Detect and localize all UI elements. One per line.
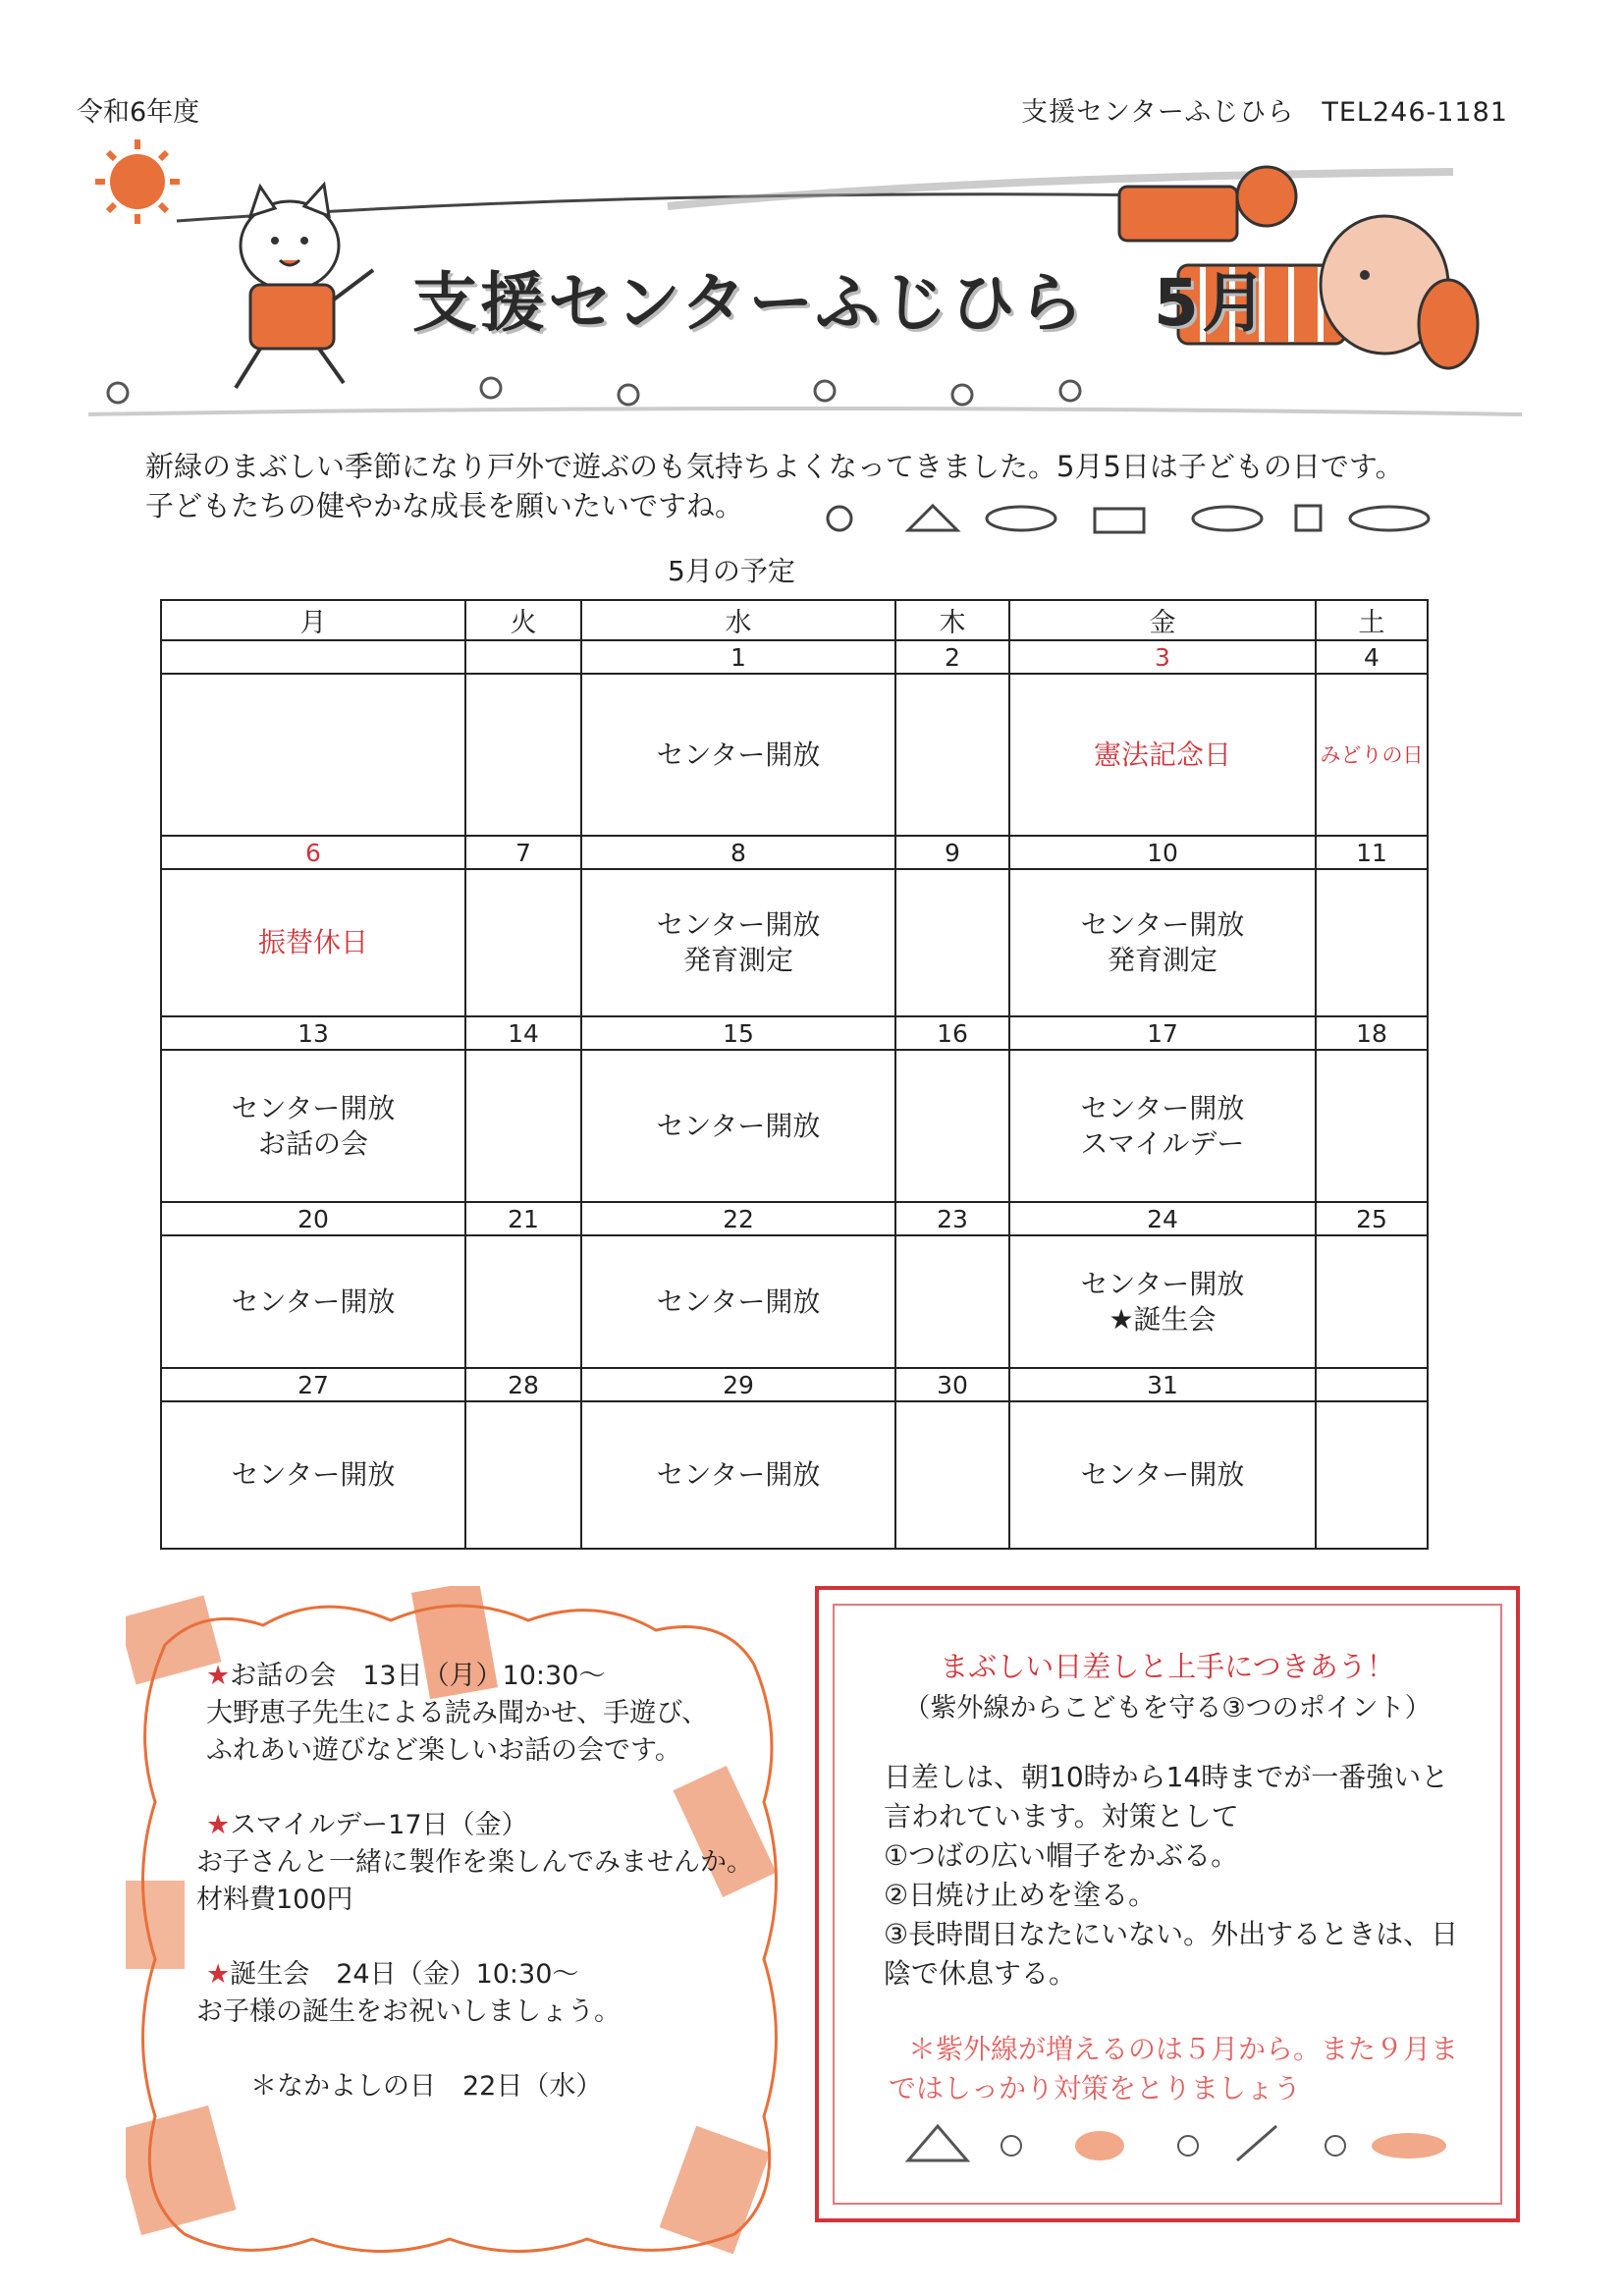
event-cell (581, 674, 895, 836)
weekday-tue: 火 (465, 600, 581, 640)
event-cell (1009, 869, 1316, 1016)
date-cell: 14 (465, 1016, 581, 1050)
event-row (161, 869, 1428, 1016)
event-cell (161, 1401, 465, 1549)
event-title: スマイルデー17日（金） (230, 1810, 528, 1840)
date-row (161, 640, 1428, 674)
event-label: センター開放 (656, 1458, 821, 1491)
date-cell: 2 (895, 640, 1009, 674)
event-label: 振替休日 (257, 926, 368, 958)
date-cell: 11 (1316, 836, 1428, 869)
decoration-row (815, 491, 1443, 540)
date-cell: 16 (895, 1016, 1009, 1050)
event-cell (465, 1401, 581, 1549)
event-cell (465, 1050, 581, 1202)
schedule-calendar (160, 599, 1429, 1550)
uv-body-line: ①つばの広い帽子をかぶる。 (884, 1839, 1239, 1872)
star-icon: ★ (206, 1661, 231, 1691)
koinobori-icon (126, 1881, 185, 1969)
star-icon: ★ (206, 1810, 231, 1840)
uv-body-line: 日差しは、朝10時から14時までが一番強いと (884, 1761, 1449, 1793)
event-label: センター開放 (1080, 1091, 1245, 1124)
event-cell (1009, 1401, 1316, 1549)
date-cell: 18 (1316, 1016, 1428, 1050)
carp-icon (1350, 507, 1429, 530)
uv-body-line: 言われています。対策として (884, 1800, 1239, 1832)
event-label: センター開放 (231, 1458, 396, 1491)
event-label: センター開放 (1080, 1267, 1245, 1300)
event-cell (161, 674, 465, 836)
date-cell: 27 (161, 1368, 465, 1401)
event-cell (581, 1235, 895, 1368)
cat-illustration (236, 185, 373, 388)
event-item-smileday (196, 1807, 795, 1919)
koinobori-icon (126, 2105, 237, 2235)
date-row (161, 836, 1428, 869)
star-icon: ★ (206, 1959, 231, 1990)
event-cell (161, 1235, 465, 1368)
carp-icon (1372, 2133, 1446, 2159)
event-label: センター開放 (1080, 1458, 1245, 1491)
date-cell (1316, 1368, 1428, 1401)
date-cell: 21 (465, 1202, 581, 1235)
uv-note-line: ＊紫外線が増えるのは５月から。また９月ま (908, 2033, 1459, 2065)
intro-line-2: 子どもたちの健やかな成長を願いたいですね。 (145, 489, 744, 522)
event-cell (1316, 1050, 1428, 1202)
center-contact: 支援センターふじひら TEL246-1181 (1021, 97, 1508, 128)
flower-icon (1325, 2136, 1345, 2156)
event-label: センター開放 (231, 1285, 396, 1318)
date-cell: 22 (581, 1202, 895, 1235)
carp-icon (1193, 507, 1262, 530)
uv-body (884, 1758, 1483, 1994)
carp-icon (987, 507, 1055, 530)
intro-line-1: 新緑のまぶしい季節になり戸外で遊ぶのも気持ちよくなってきました。5月5日は子どもの日です。 (145, 450, 1404, 483)
event-label: センター開放 (1080, 908, 1245, 941)
mochi-icon (1075, 2131, 1124, 2160)
date-cell: 8 (581, 836, 895, 869)
uv-note (889, 2030, 1488, 2108)
date-cell: 25 (1316, 1202, 1428, 1235)
date-cell: 30 (895, 1368, 1009, 1401)
event-desc: お子さんと一緒に製作を楽しんでみませんか。 (196, 1847, 753, 1878)
event-cell (895, 674, 1009, 836)
event-title: お話の会 13日（月）10:30～ (230, 1661, 606, 1691)
kabuto-icon (908, 506, 957, 530)
date-cell: 24 (1009, 1202, 1316, 1235)
date-cell: 7 (465, 836, 581, 869)
date-row (161, 1202, 1428, 1235)
uv-title: まぶしい日差しと上手につきあう！ (940, 1650, 1395, 1683)
uv-body-line: ②日焼け止めを塗る。 (884, 1879, 1157, 1911)
event-row (161, 674, 1428, 836)
event-label: 発育測定 (1107, 944, 1217, 976)
event-cell (895, 1235, 1009, 1368)
kabuto-icon (908, 2126, 967, 2160)
event-title: 誕生会 24日（金）10:30～ (230, 1959, 579, 1990)
event-label: センター開放 (656, 1109, 821, 1142)
event-label: お話の会 (257, 1126, 368, 1160)
weekday-header-row (161, 600, 1428, 640)
event-cell (465, 869, 581, 1016)
uv-body-line: ③長時間日なたにいない。外出するときは、日 (884, 1918, 1459, 1950)
events-panel (196, 1658, 795, 2105)
date-cell: 1 (581, 640, 895, 674)
weekday-fri: 金 (1009, 600, 1316, 640)
event-cell (895, 869, 1009, 1016)
event-row (161, 1235, 1428, 1368)
event-cell (1316, 1401, 1428, 1549)
event-cell (581, 1050, 895, 1202)
event-cell-holiday (1316, 674, 1428, 836)
event-desc: お子様の誕生をお祝いしましょう。 (196, 1996, 621, 2027)
weekday-mon: 月 (161, 600, 465, 640)
cake-icon (1095, 509, 1144, 532)
schedule-title: 5月の予定 (668, 555, 795, 587)
event-cell (581, 869, 895, 1016)
date-cell: 17 (1009, 1016, 1316, 1050)
date-row (161, 1368, 1428, 1401)
event-cell (1009, 1050, 1316, 1202)
event-item-birthday (196, 1956, 795, 2031)
flower-icon (1001, 2136, 1021, 2156)
event-label: みどりの日 (1320, 742, 1424, 767)
date-cell: 13 (161, 1016, 465, 1050)
event-label: センター開放 (231, 1091, 396, 1124)
date-cell: 15 (581, 1016, 895, 1050)
event-row (161, 1050, 1428, 1202)
date-cell (465, 640, 581, 674)
uv-note-line: ではしっかり対策をとりましょう (889, 2072, 1302, 2105)
date-cell (161, 640, 465, 674)
event-label: ★誕生会 (1109, 1302, 1217, 1336)
event-label: 発育測定 (682, 944, 793, 976)
flower-icon (828, 507, 851, 530)
event-cell (465, 1235, 581, 1368)
uv-subtitle: （紫外線からこどもを守る③つのポイント） (903, 1693, 1432, 1723)
banner-title: 支援センターふじひら 5月 (412, 265, 1270, 341)
event-cell-holiday (1009, 674, 1316, 836)
event-cell (1009, 1235, 1316, 1368)
event-label: スマイルデー (1080, 1126, 1245, 1160)
event-desc: ふれあい遊びなど楽しいお話の会です。 (206, 1735, 681, 1766)
date-cell-holiday: 6 (161, 836, 465, 869)
arrow-icon (1237, 2126, 1276, 2160)
date-cell: 31 (1009, 1368, 1316, 1401)
event-cell (895, 1050, 1009, 1202)
date-cell: 28 (465, 1368, 581, 1401)
gift-icon (1296, 506, 1321, 530)
date-cell: 23 (895, 1202, 1009, 1235)
event-row (161, 1401, 1428, 1549)
flower-icon (1178, 2136, 1198, 2156)
date-row (161, 1016, 1428, 1050)
sun-icon (95, 139, 180, 224)
date-cell: 4 (1316, 640, 1428, 674)
event-desc: 材料費100円 (196, 1885, 353, 1915)
date-cell: 10 (1009, 836, 1316, 869)
event-item-ohanashi (206, 1658, 795, 1770)
event-label: センター開放 (656, 908, 821, 941)
koinobori-icon (660, 2126, 771, 2255)
weekday-sat: 土 (1316, 600, 1428, 640)
event-cell (161, 1050, 465, 1202)
uv-body-line: 陰で休息する。 (884, 1957, 1077, 1990)
uv-decoration-row (903, 2116, 1453, 2170)
event-cell (465, 674, 581, 836)
event-cell (581, 1401, 895, 1549)
date-cell: 9 (895, 836, 1009, 869)
event-cell (895, 1401, 1009, 1549)
event-cell-holiday (161, 869, 465, 1016)
date-cell: 29 (581, 1368, 895, 1401)
event-cell (1316, 1235, 1428, 1368)
weekday-thu: 木 (895, 600, 1009, 640)
event-cell (1316, 869, 1428, 1016)
event-label: センター開放 (656, 1285, 821, 1318)
date-cell: 20 (161, 1202, 465, 1235)
event-desc: 大野恵子先生による読み聞かせ、手遊び、 (206, 1698, 709, 1728)
date-cell-holiday: 3 (1009, 640, 1316, 674)
event-label: 憲法記念日 (1093, 738, 1231, 771)
weekday-wed: 水 (581, 600, 895, 640)
event-label: センター開放 (656, 738, 821, 771)
fiscal-year: 令和6年度 (77, 97, 200, 128)
nakayoshi-day: ＊なかよしの日 22日（水） (250, 2071, 603, 2102)
